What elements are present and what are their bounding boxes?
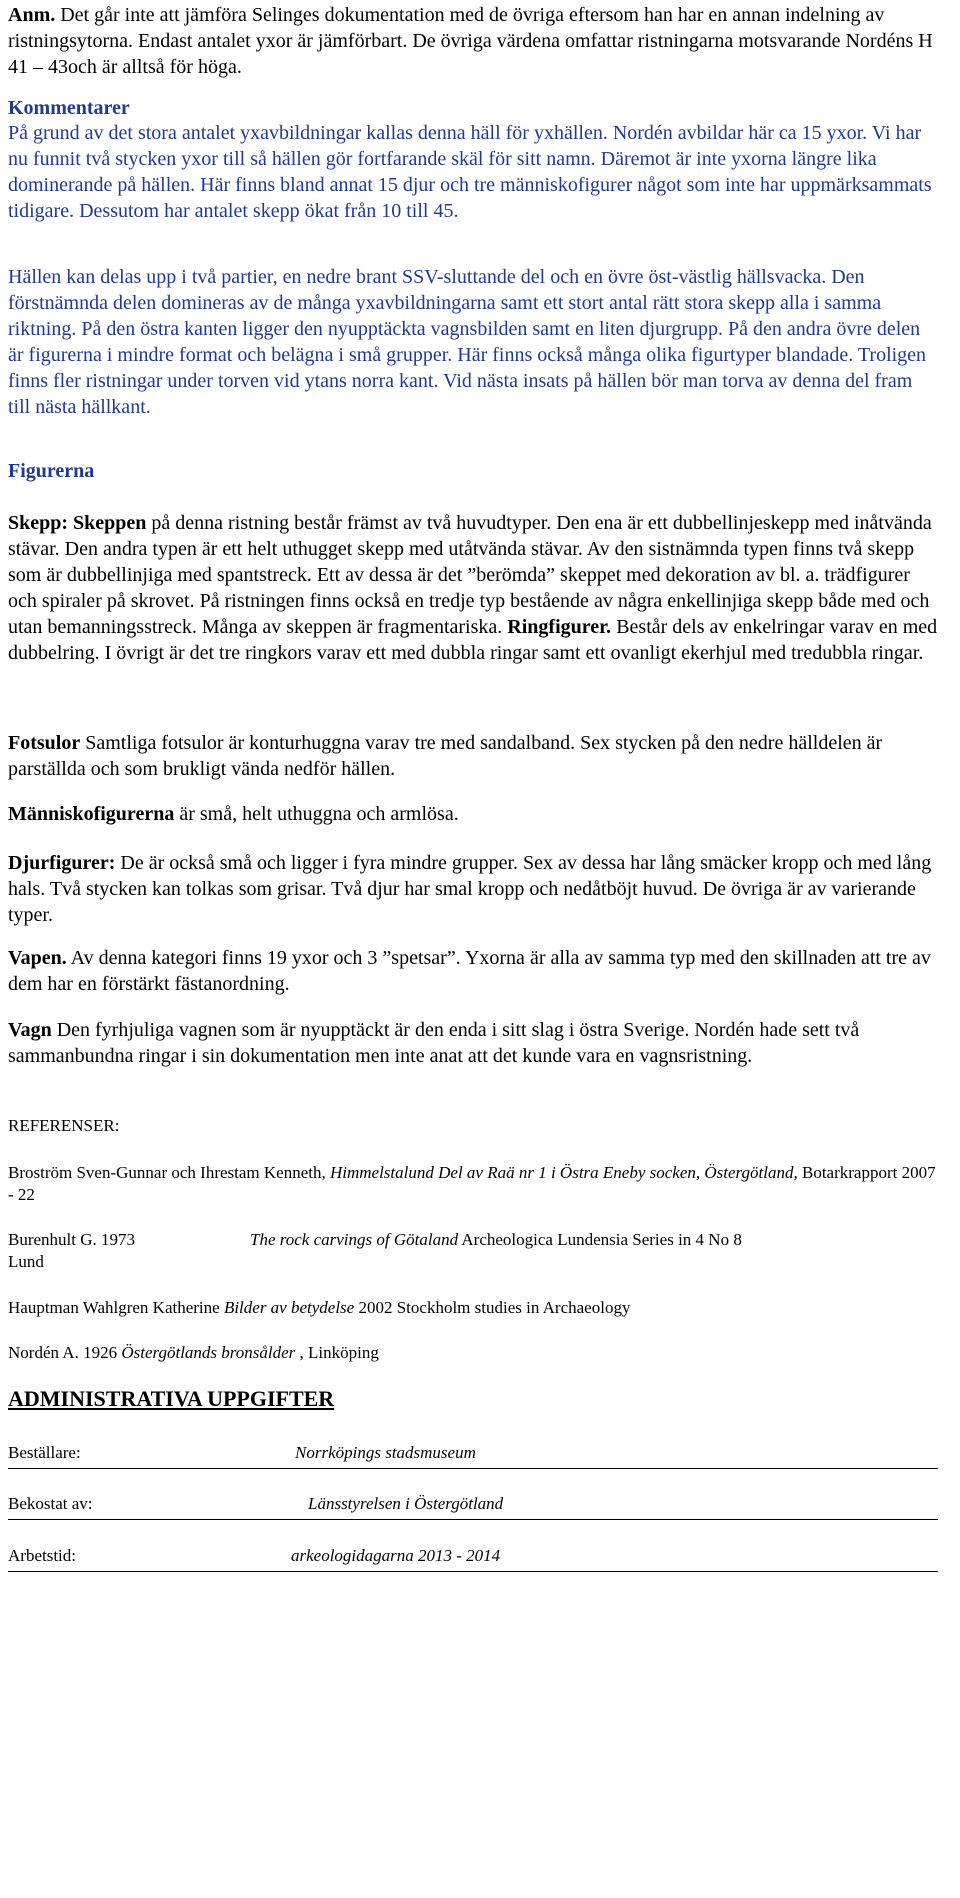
manniskor-text: är små, helt uthuggna och armlösa. (174, 803, 459, 825)
ref2-author: Burenhult G. 1973 (8, 1230, 136, 1249)
ref2-title: The rock carvings of Götaland (250, 1230, 459, 1249)
ref4-author: Nordén A. 1926 (8, 1343, 118, 1362)
ref1-title: Himmelstalund Del av Raä nr 1 i Östra Eneby socken, Östergötland, (325, 1163, 798, 1182)
ref2-citation (250, 1229, 742, 1251)
ring-label: Ringfigurer. (507, 616, 612, 638)
ring-text: Består dels av enkelringar varav en med dubbelring. I övrigt är det tre ringkors varav ett med dubbla ringar samt ett ovanligt ekerhjul med tredubbla ringar. (8, 616, 938, 664)
fotsulor-label: Fotsulor (8, 732, 81, 754)
bekostat-label: Bekostat av: (8, 1494, 93, 1513)
ref4-title: Östergötlands bronsålder (117, 1343, 296, 1362)
admin-divider (8, 1468, 938, 1469)
skepp-text: på denna ristning består främst av två huvudtyper. Den ena är ett dubbellinjeskepp med inåtvända stävar. Den andra typen är ett helt uthugget skepp med utåtvända stävar. Av den sistnämnda typen finns två skepp som är dubbellinjiga med spantstreck. Ett av dessa är det ”berömda” skeppet med dekoration av bl. a. trädfigurer och spiraler på skrovet. På ristningen finns också en tredje typ bestående av några enkellinjiga skepp både med och utan bemanningsstreck. Många av skeppen är fragmentariska. (8, 512, 932, 638)
ref3-rest: 2002 Stockholm studies in Archaeology (354, 1298, 631, 1317)
reference-4 (8, 1342, 938, 1364)
vapen-label: Vapen. (8, 947, 67, 969)
vagn-label: Vagn (8, 1019, 52, 1041)
bestallare-label: Beställare: (8, 1443, 81, 1462)
djur-label: Djurfigurer: (8, 852, 116, 874)
bekostat-value: Länsstyrelsen i Östergötland (308, 1494, 504, 1513)
anm-text: Det går inte att jämföra Selinges dokumentation med de övriga eftersom han har en annan indelning av ristningsytorna. Endast antalet yxor är jämförbart. De övriga värdena omfattar ristningarna motsvarande Nordéns H 41 – 43och är alltså för höga. (8, 4, 933, 78)
bestallare-value: Norrköpings stadsmuseum (295, 1443, 476, 1462)
ref4-rest: , Linköping (295, 1343, 379, 1362)
arbetstid-label: Arbetstid: (8, 1546, 76, 1565)
ref3-title: Bilder av betydelse (219, 1298, 355, 1317)
figurerna-heading: Figurerna (8, 460, 95, 482)
fotsulor-paragraph (8, 730, 938, 782)
kommentarer-text: På grund av det stora antalet yxavbildningar kallas denna häll för yxhällen. Nordén avbildar här ca 15 yxor. Vi har nu funnit två stycken yxor till så hällen gör fortfarande skäl för sitt namn. Däremot är inte yxorna längre lika dominerande på hällen. Här finns bland annat 15 djur och tre människofigurer något som inte har uppmärksammats tidigare. Dessutom har antalet skepp ökat från 10 till 45. (8, 122, 932, 222)
ref2-rest: Archeologica Lundensia Series in 4 No 8 (458, 1230, 742, 1249)
skepp-label: Skepp: Skeppen (8, 512, 147, 534)
anm-label: Anm. (8, 4, 56, 26)
fotsulor-text: Samtliga fotsulor är konturhuggna varav tre med sandalband. Sex stycken på den nedre hälldelen är parställda och som brukligt vända nedför hällen. (8, 732, 883, 780)
ref3-author: Hauptman Wahlgren Katherine (8, 1298, 220, 1317)
vapen-text: Av denna kategori finns 19 yxor och 3 ”spetsar”. Yxorna är alla av samma typ med den skillnaden att tre av dem har en förstärkt fästanordning. (8, 947, 931, 995)
hallen-paragraph: Hällen kan delas upp i två partier, en nedre brant SSV-sluttande del och en övre öst-västlig hällsvacka. Den förstnämnda delen domineras av de många yxavbildningarna samt ett stort antal rätt stora skepp alla i samma riktning. På den östra kanten ligger den nyupptäckta vagnsbilden samt en liten djurgrupp. På den andra övre delen är figurerna i mindre format och belägna i små grupper. Här finns också många olika figurtyper blandade. Troligen finns fler ristningar under torven vid ytans norra kant. Vid nästa insats på hällen bör man torva av denna del fram till nästa hällkant. (8, 266, 927, 418)
kommentarer-heading: Kommentarer (8, 97, 130, 119)
admin-divider (8, 1519, 938, 1520)
anm-paragraph (8, 2, 938, 80)
vapen-paragraph (8, 945, 938, 997)
skepp-paragraph (8, 510, 938, 666)
djur-text: De är också små och ligger i fyra mindre grupper. Sex av dessa har lång smäcker kropp och med lång hals. Två stycken kan tolkas som grisar. Två djur har smal kropp och nedåtböjt huvud. De övriga är av varierande typer. (8, 852, 932, 926)
reference-2 (8, 1229, 938, 1273)
vagn-text: Den fyrhjuliga vagnen som är nyupptäckt är den enda i sitt slag i östra Sverige. Nordén hade sett två sammanbundna ringar i sin dokumentation men inte anat att det kunde vara en vagnsristning. (8, 1019, 860, 1067)
reference-3 (8, 1297, 938, 1319)
admin-divider (8, 1571, 938, 1572)
referenser-heading: REFERENSER: (8, 1116, 120, 1135)
reference-1 (8, 1162, 938, 1206)
manniskor-label: Människofigurerna (8, 803, 175, 825)
ref1-rest: Botarkrapport 2007 - 22 (8, 1163, 936, 1204)
vagn-paragraph (8, 1017, 938, 1069)
admin-heading: ADMINISTRATIVA UPPGIFTER (8, 1386, 335, 1411)
manniskor-paragraph (8, 801, 938, 827)
ref2-place: Lund (8, 1252, 44, 1271)
ref1-author: Broström Sven-Gunnar och Ihrestam Kenneth, (8, 1163, 326, 1182)
arbetstid-value: arkeologidagarna 2013 - 2014 (291, 1546, 501, 1565)
djur-paragraph (8, 850, 938, 928)
